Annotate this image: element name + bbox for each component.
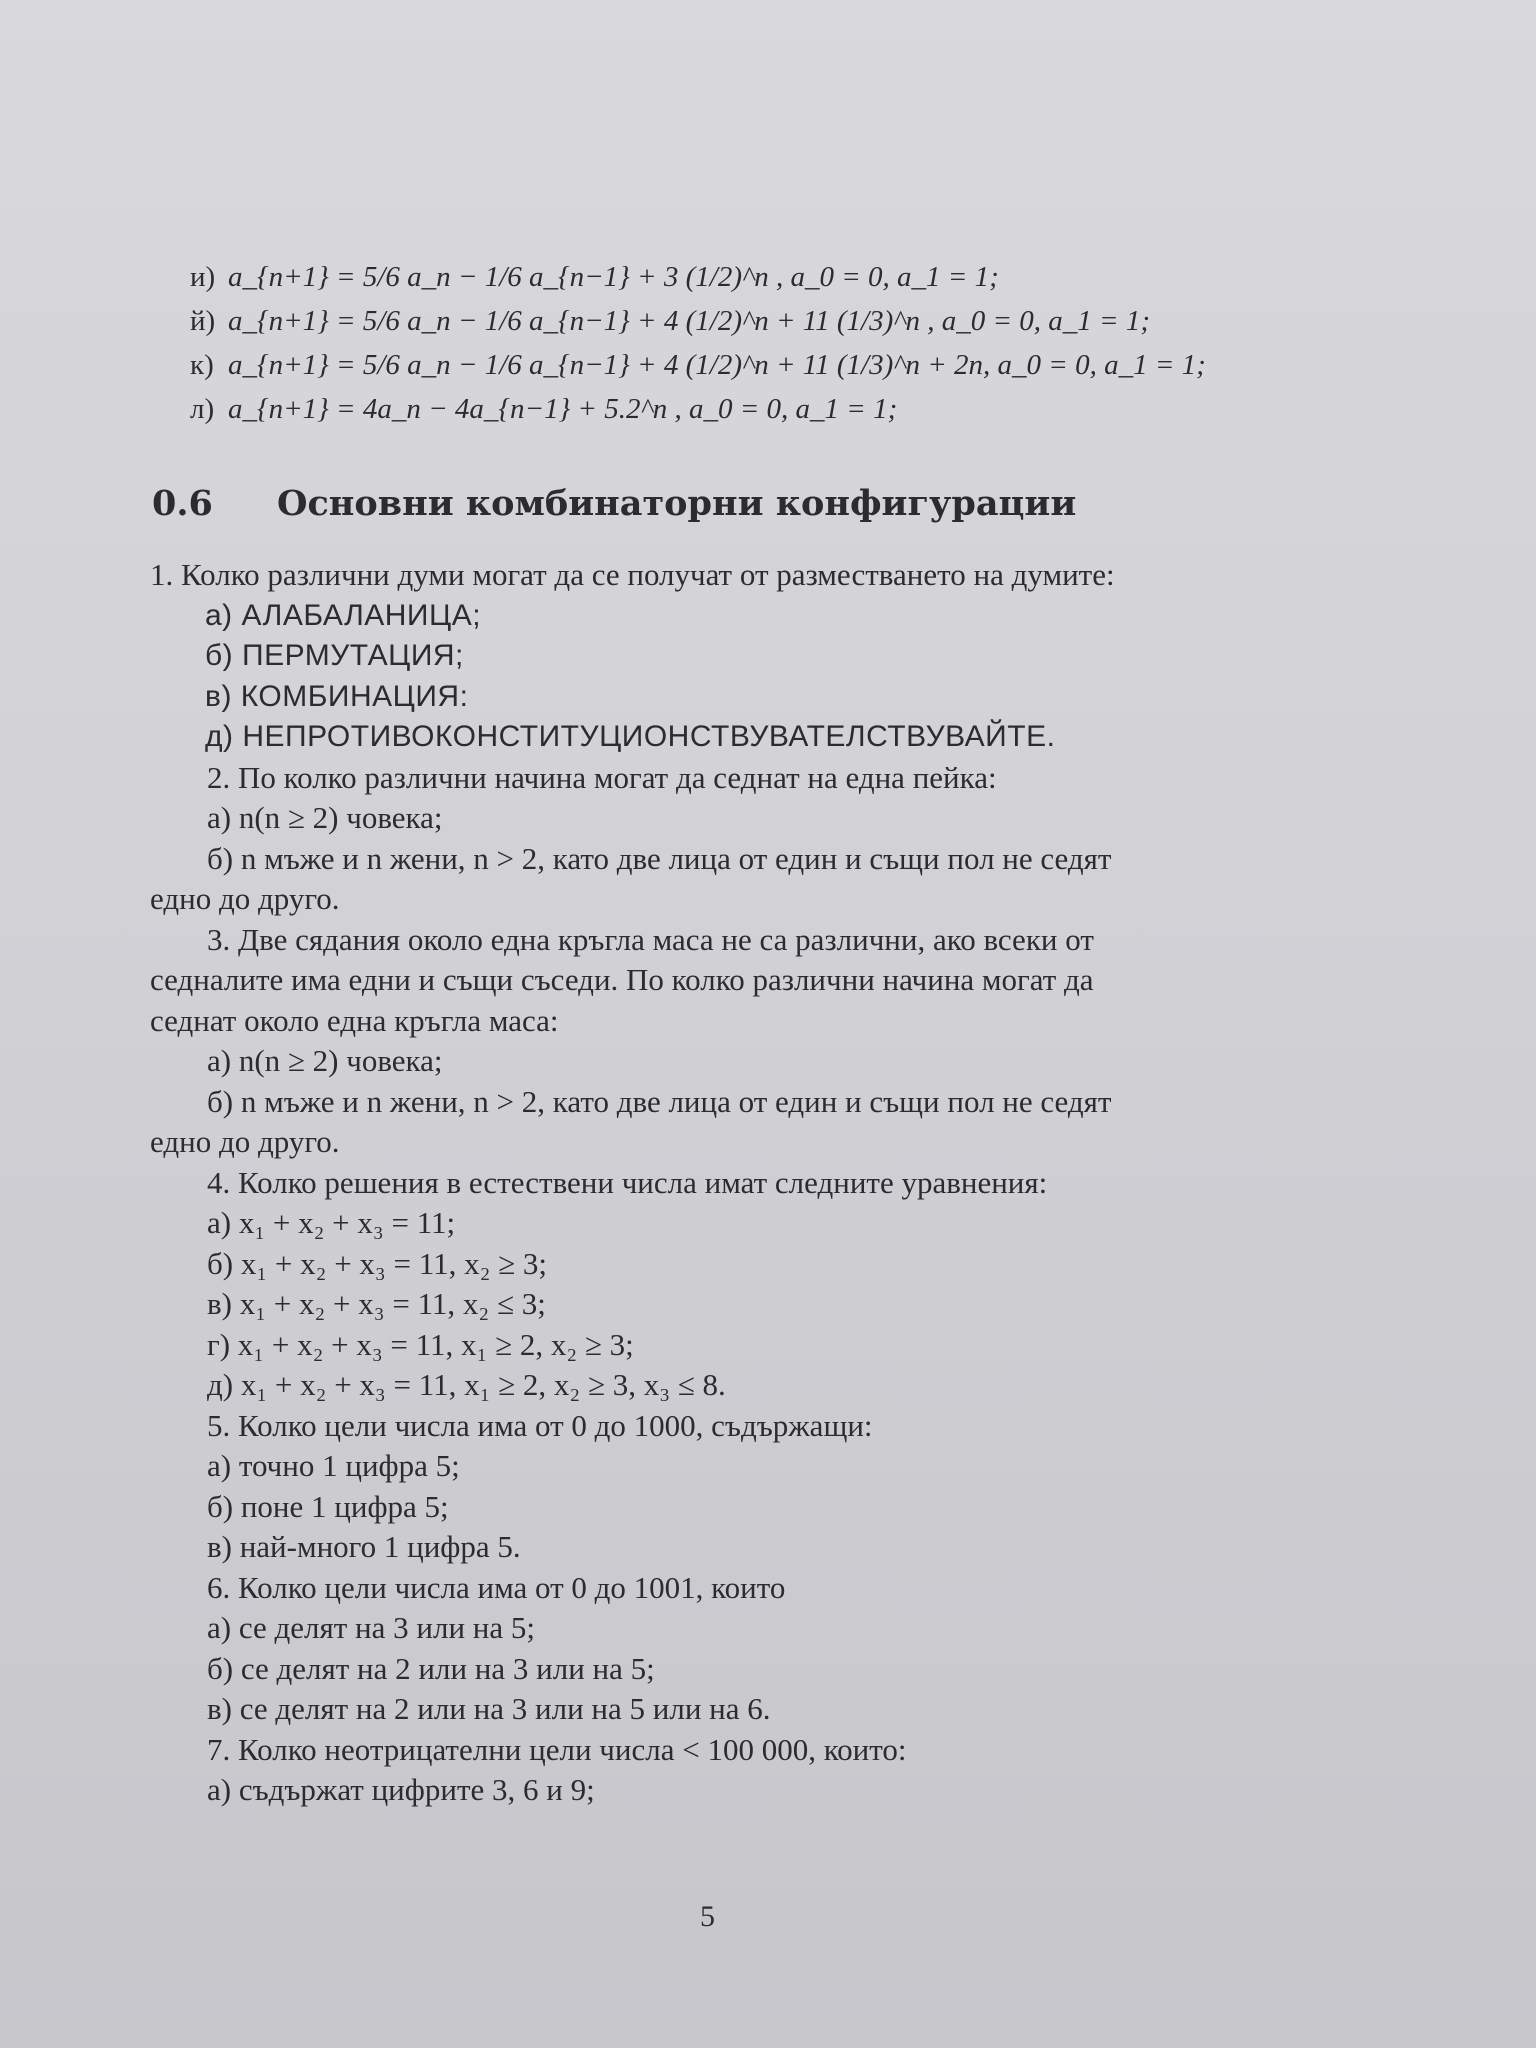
page-number: 5	[700, 1900, 715, 1933]
text-line: седнат около една кръгла маса:	[150, 1002, 559, 1038]
text-line: в) КОМБИНАЦИЯ:	[205, 679, 469, 713]
text-line: б) n мъже и n жени, n > 2, като две лица от един и същи пол не седят	[207, 1083, 1112, 1119]
text-line: в) най-много 1 цифра 5.	[207, 1529, 521, 1564]
text-line: в) се делят на 2 или на 3 или на 5 или на 6.	[207, 1691, 771, 1726]
text-line: 4. Колко решения в естествени числа имат следните уравнения:	[207, 1164, 1048, 1200]
text-line: 5. Колко цели числа има от 0 до 1000, съдържащи:	[207, 1407, 873, 1443]
recurrence-item	[190, 387, 1206, 431]
problem-text	[150, 555, 1290, 1811]
section-number: 0.6	[152, 483, 213, 524]
text-line: 2. По колко различни начина могат да седнат на една пейка:	[207, 759, 997, 795]
recurrence-item	[190, 299, 1206, 343]
text-line: 7. Колко неотрицателни цели числа < 100 000, които:	[207, 1731, 907, 1767]
section-title: Основни комбинаторни конфигурации	[277, 483, 1077, 524]
text-line: а) n(n ≥ 2) човека;	[207, 1043, 443, 1078]
text-line: б) поне 1 цифра 5;	[207, 1488, 449, 1524]
recurrence-label: л)	[190, 393, 215, 425]
text-line: в) x₁ + x₂ + x₃ = 11, x₂ ≤ 3;	[207, 1286, 546, 1321]
text-line: б) n мъже и n жени, n > 2, като две лица от един и същи пол не седят	[207, 840, 1112, 876]
recurrence-list	[190, 255, 1206, 431]
text-line: б) ПЕРМУТАЦИЯ;	[205, 639, 464, 672]
text-line: б) x₁ + x₂ + x₃ = 11, x₂ ≥ 3;	[207, 1245, 548, 1281]
recurrence-item	[190, 255, 1206, 299]
text-line: а) АЛАБАЛАНИЦА;	[205, 598, 482, 632]
text-line: а) x₁ + x₂ + x₃ = 11;	[207, 1205, 456, 1240]
text-line: 3. Две сядания около една кръгла маса не са различни, ако всеки от	[207, 921, 1094, 957]
text-line: г) x₁ + x₂ + x₃ = 11, x₁ ≥ 2, x₂ ≥ 3;	[207, 1326, 634, 1362]
text-line: а) съдържат цифрите 3, 6 и 9;	[207, 1772, 595, 1807]
recurrence-item	[190, 343, 1206, 387]
text-line: а) се делят на 3 или на 5;	[207, 1610, 535, 1645]
text-line: едно до друго.	[150, 881, 340, 916]
text-line: 6. Колко цели числа има от 0 до 1001, които	[207, 1569, 786, 1605]
recurrence-label: и)	[190, 261, 216, 293]
recurrence-label: к)	[190, 349, 214, 381]
text-line: 1. Колко различни думи могат да се получат от разместването на думите:	[150, 557, 1115, 592]
recurrence-formula: a_{n+1} = 5/6 a_n − 1/6 a_{n−1} + 3 (1/2)^n , a_0 = 0, a_1 = 1;	[228, 261, 999, 293]
text-line: д) НЕПРОТИВОКОНСТИТУЦИОНСТВУВАТЕЛСТВУВАЙТЕ.	[205, 720, 1056, 753]
recurrence-formula: a_{n+1} = 5/6 a_n − 1/6 a_{n−1} + 4 (1/2)^n + 11 (1/3)^n + 2n, a_0 = 0, a_1 = 1;	[228, 349, 1206, 381]
text-line: б) се делят на 2 или на 3 или на 5;	[207, 1650, 655, 1686]
text-line: едно до друго.	[150, 1124, 340, 1159]
recurrence-formula: a_{n+1} = 5/6 a_n − 1/6 a_{n−1} + 4 (1/2)^n + 11 (1/3)^n , a_0 = 0, a_1 = 1;	[228, 305, 1151, 337]
text-line: седналите има едни и същи съседи. По колко различни начина могат да	[150, 962, 1094, 997]
recurrence-formula: a_{n+1} = 4a_n − 4a_{n−1} + 5.2^n , a_0 = 0, a_1 = 1;	[228, 393, 898, 425]
recurrence-label: й)	[190, 305, 216, 337]
section-heading	[152, 483, 1076, 524]
text-line: а) n(n ≥ 2) човека;	[207, 800, 443, 835]
text-line: а) точно 1 цифра 5;	[207, 1448, 460, 1483]
text-line: д) x₁ + x₂ + x₃ = 11, x₁ ≥ 2, x₂ ≥ 3, x₃ ≤ 8.	[207, 1367, 726, 1402]
